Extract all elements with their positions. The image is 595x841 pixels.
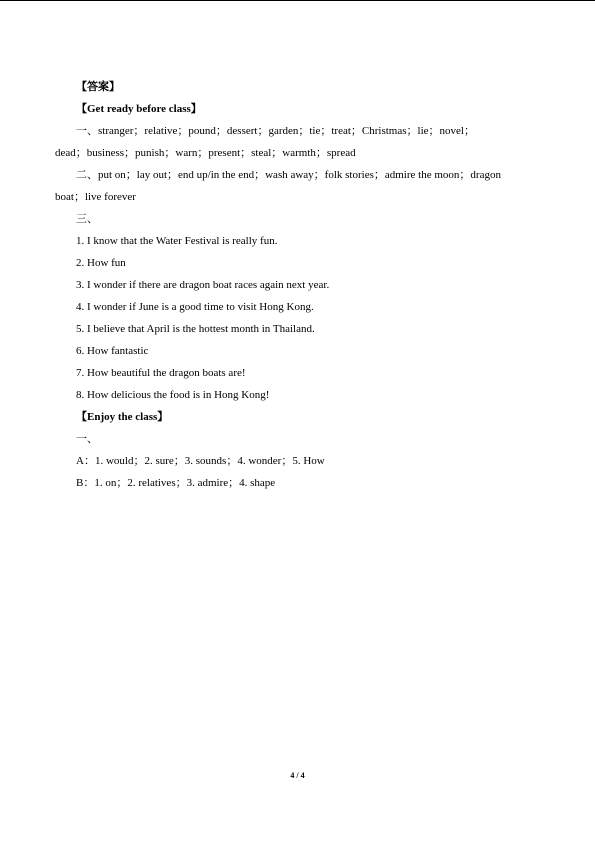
list-item: 5. I believe that April is the hottest month in Thailand. [76, 323, 315, 335]
answer-heading: 【答案】 [76, 81, 120, 93]
answer-line-a: A：1. would；2. sure；3. sounds；4. wonder；5. How [76, 455, 325, 467]
page-number: 4 / 4 [290, 771, 305, 780]
section2-part1-label: 一、 [76, 433, 98, 445]
list-item: 1. I know that the Water Festival is really fun. [76, 235, 278, 247]
answer-line-b: B：1. on；2. relatives；3. admire；4. shape [76, 477, 276, 489]
part2-line1: 二、put on；lay out；end up/in the end；wash away；folk stories；admire the moon；dragon [76, 169, 501, 181]
list-item: 7. How beautiful the dragon boats are! [76, 367, 246, 379]
part1-line2: dead；business；punish；warn；present；steal；warmth；spread [55, 147, 356, 159]
list-item: 3. I wonder if there are dragon boat races again next year. [76, 279, 330, 291]
section-heading-get-ready: 【Get ready before class】 [76, 103, 202, 115]
list-item: 4. I wonder if June is a good time to visit Hong Kong. [76, 301, 314, 313]
part3-label: 三、 [76, 213, 98, 225]
section-heading-enjoy-class: 【Enjoy the class】 [76, 411, 169, 423]
part2-line2: boat；live forever [55, 191, 136, 203]
part1-line1: 一、stranger；relative；pound；dessert；garden；tie；treat；Christmas；lie；novel； [76, 125, 475, 137]
list-item: 8. How delicious the food is in Hong Kong! [76, 389, 270, 401]
list-item: 2. How fun [76, 257, 126, 269]
list-item: 6. How fantastic [76, 345, 149, 357]
top-rule [0, 0, 595, 1]
